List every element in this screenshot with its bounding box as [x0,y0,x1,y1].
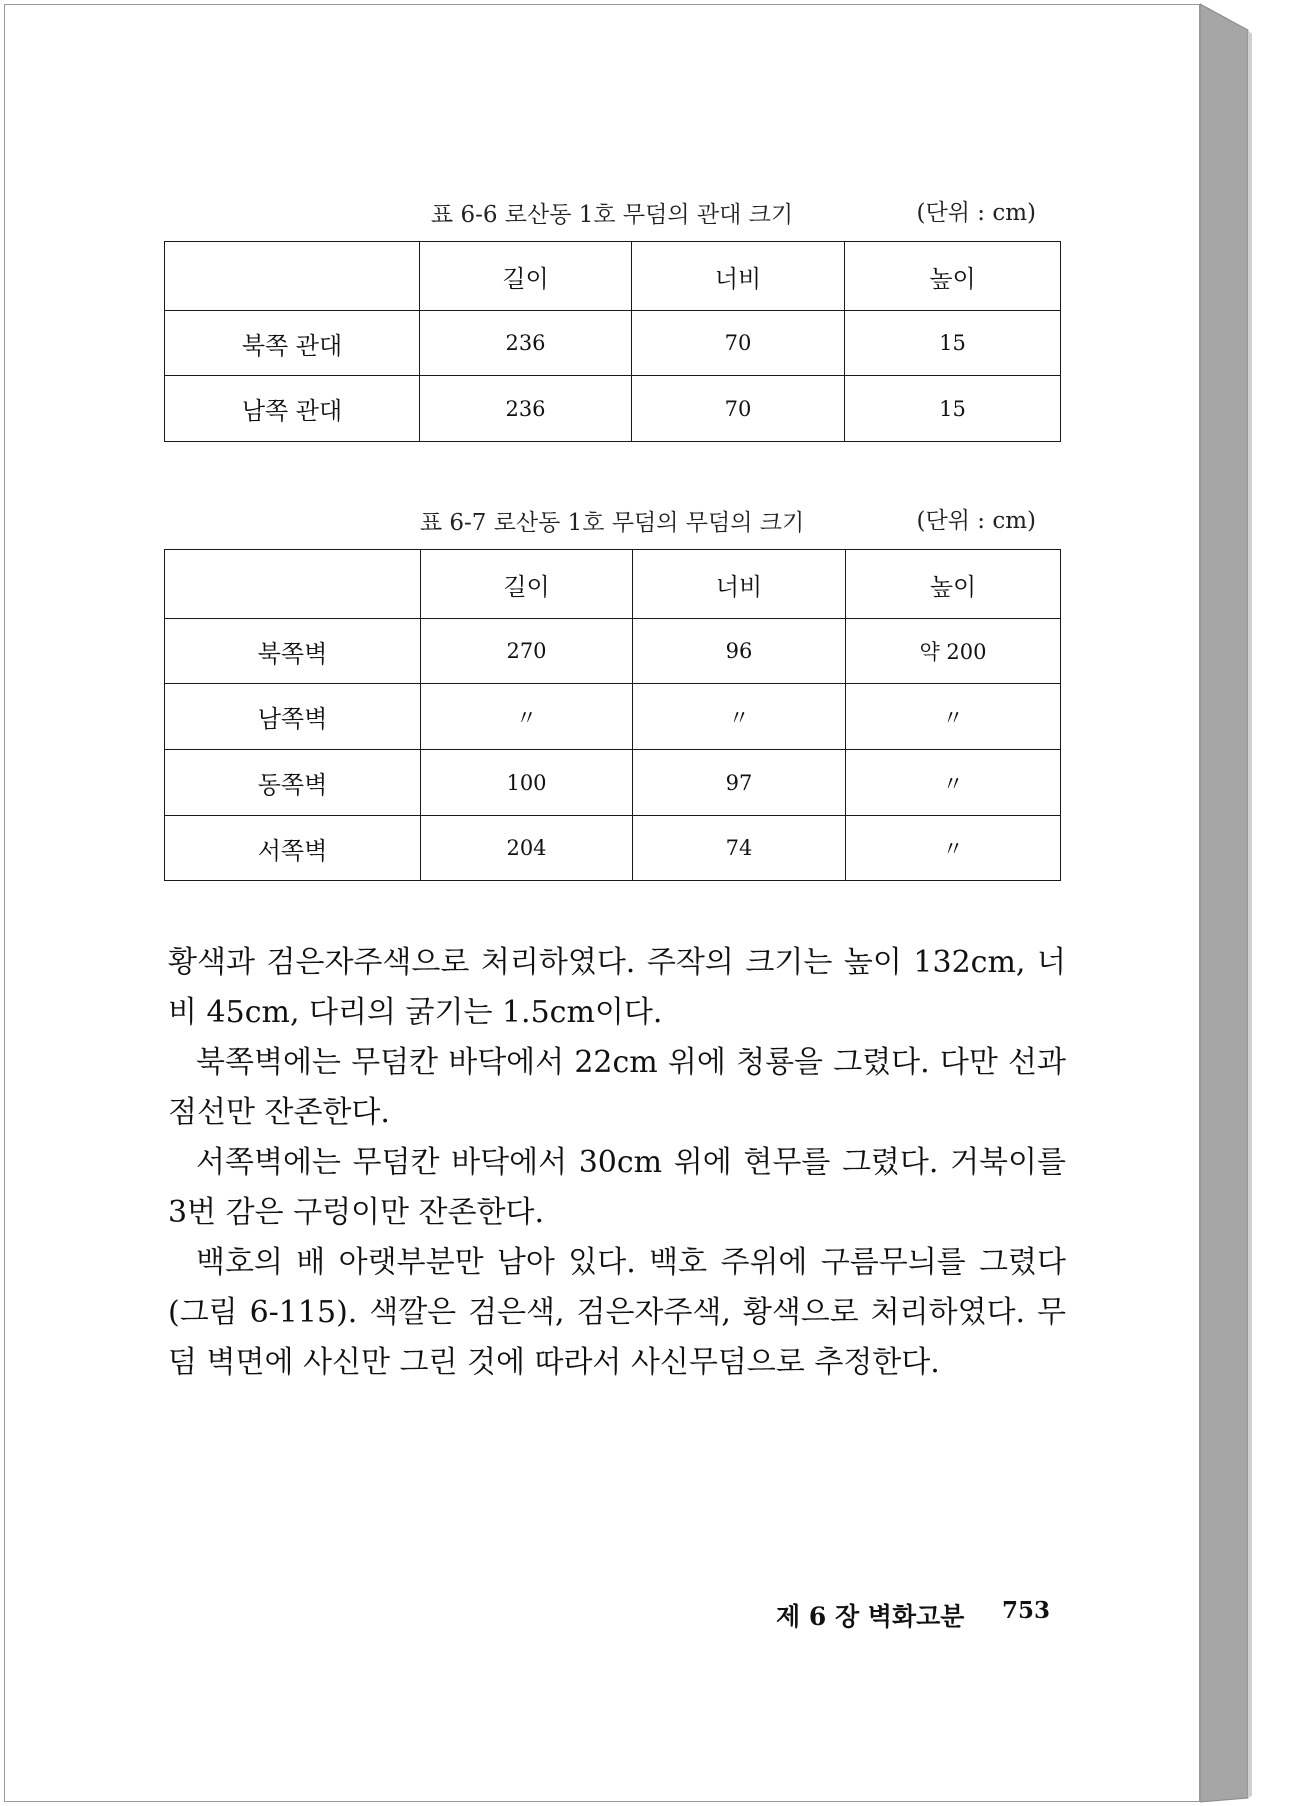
table-row [165,684,1061,750]
table-header-row [165,242,1061,311]
header-cell-empty [165,550,421,619]
table-6-6-caption [164,196,1060,236]
table-cell: 15 [845,376,1061,442]
table-row [165,619,1061,684]
table-row [165,376,1061,442]
table-cell: 96 [633,619,846,684]
table-cell: 70 [632,311,845,376]
header-cell-length: 길이 [421,550,633,619]
table-cell: 〃 [846,816,1061,881]
paragraph: 백호의 배 아랫부분만 남아 있다. 백호 주위에 구름무늬를 그렸다(그림 6-115). 색깔은 검은색, 검은자주색, 황색으로 처리하였다. 무덤 벽면에 사신만 그린 것에 따라서 사신무덤으로 추정한다. [168,1245,1066,1380]
table-6-6-unit: (단위 : cm) [916,200,1036,226]
header-cell-width: 너비 [633,550,846,619]
table-cell: 〃 [846,750,1061,816]
table-cell: 236 [420,376,632,442]
table-cell: 15 [845,311,1061,376]
row-label: 서쪽벽 [165,816,421,881]
table-6-7-caption [164,504,1060,544]
body-text [168,938,1066,1388]
paragraph: 황색과 검은자주색으로 처리하였다. 주작의 크기는 높이 132cm, 너비 45cm, 다리의 굵기는 1.5cm이다. [168,945,1066,1030]
table-6-6-title: 표 6-6 로산동 1호 무덤의 관대 크기 [430,202,794,228]
table-cell: 236 [420,311,632,376]
running-head: 제 6 장 벽화고분 [776,1602,965,1631]
row-label: 북쪽벽 [165,619,421,684]
table-row [165,750,1061,816]
table-cell: 204 [421,816,633,881]
table-cell: 〃 [846,684,1061,750]
paragraph: 서쪽벽에는 무덤칸 바닥에서 30cm 위에 현무를 그렸다. 거북이를 3번 감은 구렁이만 잔존한다. [168,1145,1066,1230]
page-number: 753 [1002,1597,1051,1624]
header-cell-width: 너비 [632,242,845,311]
table-6-7-unit: (단위 : cm) [916,508,1036,534]
table-row [165,816,1061,881]
row-label: 남쪽 관대 [165,376,420,442]
table-6-7-title: 표 6-7 로산동 1호 무덤의 무덤의 크기 [419,510,805,536]
row-label: 북쪽 관대 [165,311,420,376]
header-cell-height: 높이 [845,242,1061,311]
table-cell: 74 [633,816,846,881]
table-cell: 〃 [421,684,633,750]
table-cell: 〃 [633,684,846,750]
header-cell-empty [165,242,420,311]
table-6-7 [164,549,1061,881]
table-cell: 270 [421,619,633,684]
table-6-6 [164,241,1061,442]
paragraph: 북쪽벽에는 무덤칸 바닥에서 22cm 위에 청룡을 그렸다. 다만 선과 점선만 잔존한다. [168,1045,1066,1130]
table-cell: 약 200 [846,619,1061,684]
header-cell-length: 길이 [420,242,632,311]
table-cell: 70 [632,376,845,442]
header-cell-height: 높이 [846,550,1061,619]
row-label: 남쪽벽 [165,684,421,750]
table-header-row [165,550,1061,619]
table-cell: 100 [421,750,633,816]
table-cell: 97 [633,750,846,816]
table-row [165,311,1061,376]
page-edge-shadow [1200,0,1305,1806]
row-label: 동쪽벽 [165,750,421,816]
